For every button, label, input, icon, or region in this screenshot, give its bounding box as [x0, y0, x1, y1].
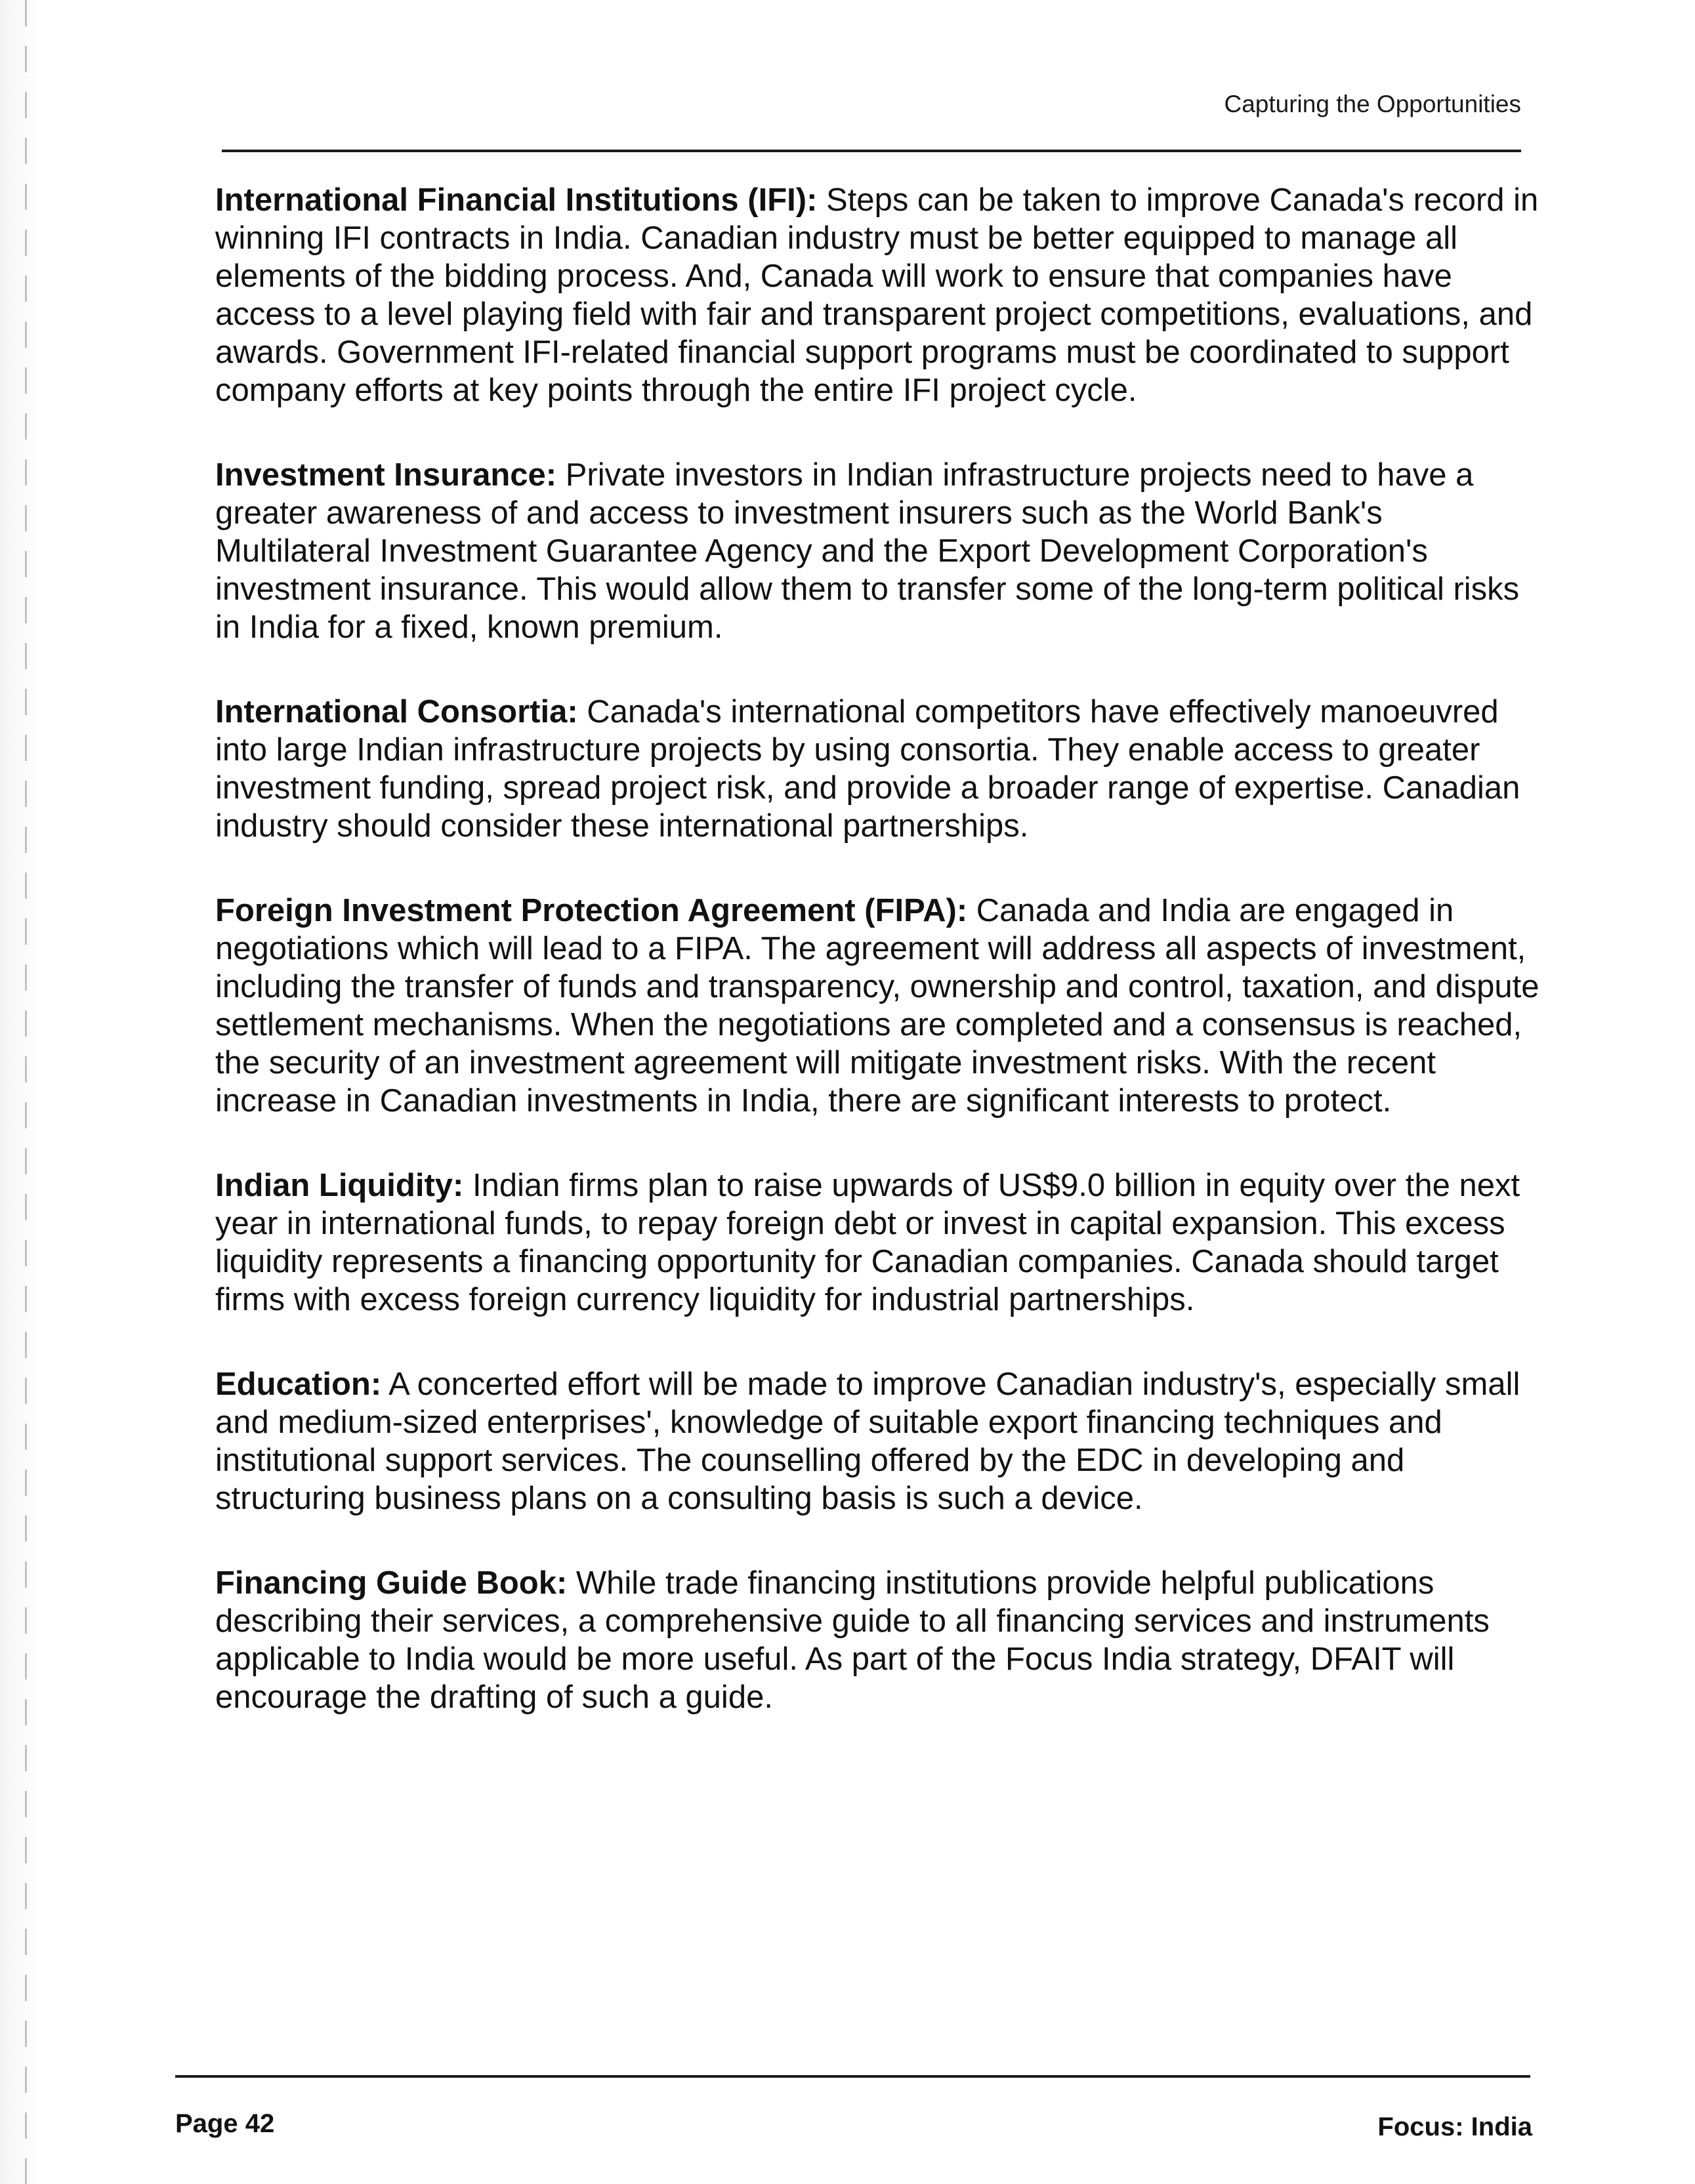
scan-edge-shadow [0, 0, 39, 2184]
section-term: Foreign Investment Protection Agreement (FIPA): [215, 893, 968, 928]
section-indian-liquidity [215, 1166, 1541, 1319]
section-text: Private investors in Indian infrastructure projects need to have a greater awareness of and access to investment insurers such as the World Bank's Multilateral Investment Guarantee Agency and the Export Development Corporation's investment insurance. This would allow them to transfer some of the long-term political risks in India for a fixed, known premium. [215, 457, 1520, 645]
section-text: A concerted effort will be made to improve Canadian industry's, especially small and medium-sized enterprises', knowledge of suitable export financing techniques and institutional support services. The counselling offered by the EDC in developing and structuring business plans on a consulting basis is such a device. [215, 1367, 1520, 1516]
section-text: Canada's international competitors have effectively manoeuvred into large Indian infrastructure projects by using consortia. They enable access to greater investment funding, spread project risk, and provide a broader range of expertise. Canadian industry should consider these international partnerships. [215, 694, 1520, 844]
footer-rule [175, 2075, 1530, 2078]
section-ifi [215, 181, 1541, 409]
section-text: Steps can be taken to improve Canada's record in winning IFI contracts in India. Canadian industry must be better equipped to manage all elements of the bidding process. And, Canada will work to ensure that companies have access to a level playing field with fair and transparent project competitions, evaluations, and awards. Government IFI-related financial support programs must be coordinated to support company efforts at key points through the entire IFI project cycle. [215, 182, 1539, 408]
scan-edge-artifact [25, 0, 27, 2184]
section-text: While trade financing institutions provide helpful publications describing their services, a comprehensive guide to all financing services and instruments applicable to India would be more useful. As part of the Focus India strategy, DFAIT will encourage the drafting of such a guide. [215, 1565, 1490, 1715]
section-international-consortia [215, 693, 1541, 845]
header-rule [222, 150, 1521, 152]
section-financing-guide-book [215, 1564, 1541, 1716]
page-body [215, 181, 1541, 1763]
section-fipa [215, 892, 1541, 1120]
section-term: Investment Insurance: [215, 457, 557, 493]
section-term: International Consortia: [215, 694, 578, 730]
section-term: Financing Guide Book: [215, 1565, 568, 1601]
section-education [215, 1365, 1541, 1517]
section-investment-insurance [215, 456, 1541, 646]
publication-title: Focus: India [1377, 2112, 1532, 2141]
page-number: Page 42 [175, 2109, 275, 2138]
section-term: International Financial Institutions (IFI): [215, 182, 818, 218]
section-term: Indian Liquidity: [215, 1168, 464, 1203]
section-text: Indian firms plan to raise upwards of US$9.0 billion in equity over the next year in international funds, to repay foreign debt or invest in capital expansion. This excess liquidity represents a financing opportunity for Canadian companies. Canada should target firms with excess foreign currency liquidity for industrial partnerships. [215, 1168, 1520, 1317]
running-header: Capturing the Opportunities [1224, 91, 1521, 117]
section-term: Education: [215, 1367, 382, 1402]
section-text: Canada and India are engaged in negotiations which will lead to a FIPA. The agreement will address all aspects of investment, including the transfer of funds and transparency, ownership and control, taxation, and dispute settlement mechanisms. When the negotiations are completed and a consensus is reached, the security of an investment agreement will mitigate investment risks. With the recent increase in Canadian investments in India, there are significant interests to protect. [215, 893, 1539, 1119]
